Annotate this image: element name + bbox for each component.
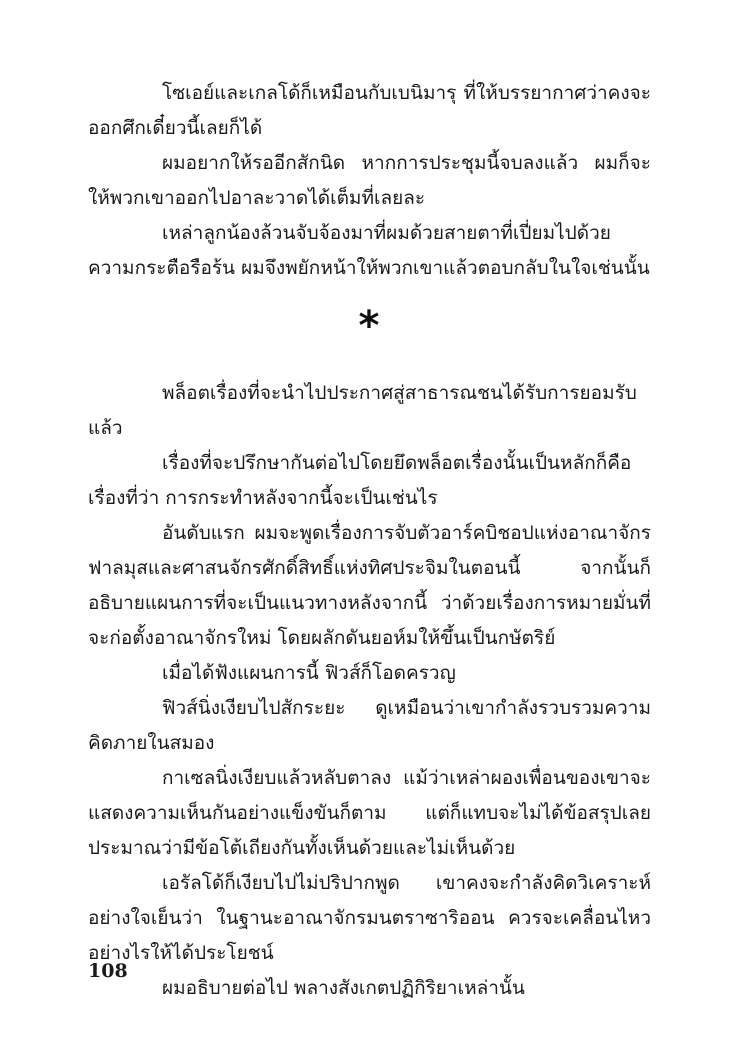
paragraph: ผมอยากให้รออีกสักนิด หากการประชุมนี้จบลงแล้ว ผมก็จะให้พวกเขาออกไปอาละวาดได้เต็มที่เลยละ — [88, 152, 651, 209]
paragraph: เรื่องที่จะปรึกษากันต่อไปโดยยึดพล็อตเรื่องนั้นเป็นหลักก็คือเรื่องที่ว่า การกระทำหลังจากนี้จะเป็นเช่นไร — [88, 452, 632, 509]
body-text-bottom — [88, 376, 651, 1006]
paragraph: โซเอย์และเกลโด้ก็เหมือนกับเบนิมารุ ที่ให้บรรยากาศว่าคงจะออกศึกเดี๋ยวนี้เลยก็ได้ — [88, 82, 651, 139]
page-number: 108 — [88, 960, 128, 982]
paragraph: เมื่อได้ฟังแผนการนี้ ฟิวส์ก็โอดครวญ — [162, 662, 456, 684]
body-text-top — [88, 76, 651, 286]
paragraph: ฟิวส์นิ่งเงียบไปสักระยะ ดูเหมือนว่าเขากำลังรวบรวมความคิดภายในสมอง — [88, 697, 651, 754]
paragraph: เหล่าลูกน้องล้วนจับจ้องมาที่ผมด้วยสายตาที่เปี่ยมไปด้วยความกระตือรือร้น ผมจึงพยักหน้าให้พวกเขาแล้วตอบกลับในใจเช่นนั้น — [88, 222, 650, 279]
paragraph: ผมอธิบายต่อไป พลางสังเกตปฏิกิริยาเหล่านั้น — [162, 977, 525, 999]
scene-break-asterisk: * — [358, 303, 380, 349]
paragraph: อันดับแรก ผมจะพูดเรื่องการจับตัวอาร์คบิชอปแห่งอาณาจักรฟาลมุสและศาสนจักรศักดิ์สิทธิ์แห่งทิศประจิมในตอนนี้ จากนั้นก็อธิบายแผนการที่จะเป็นแนวทางหลังจากนี้ ว่าด้วยเรื่องการหมายมั่นที่จะก่อตั้งอาณาจักรใหม่ โดยผลักดันยอห์มให้ขึ้นเป็นกษัตริย์ — [88, 522, 651, 649]
paragraph: เอรัลโด้ก็เงียบไปไม่ปริปากพูด เขาคงจะกำลังคิดวิเคราะห์อย่างใจเย็นว่า ในฐานะอาณาจักรมนตราซาริออน ควรจะเคลื่อนไหวอย่างไรให้ได้ประโยชน์ — [88, 872, 651, 964]
paragraph: กาเซลนิ่งเงียบแล้วหลับตาลง แม้ว่าเหล่าผองเพื่อนของเขาจะแสดงความเห็นกันอย่างแข็งขันก็ตาม แต่ก็แทบจะไม่ได้ข้อสรุปเลย ประมาณว่ามีข้อโต้เถียงกันทั้งเห็นด้วยและไม่เห็นด้วย — [88, 767, 651, 859]
paragraph: พล็อตเรื่องที่จะนำไปประกาศสู่สาธารณชนได้รับการยอมรับแล้ว — [88, 382, 637, 439]
